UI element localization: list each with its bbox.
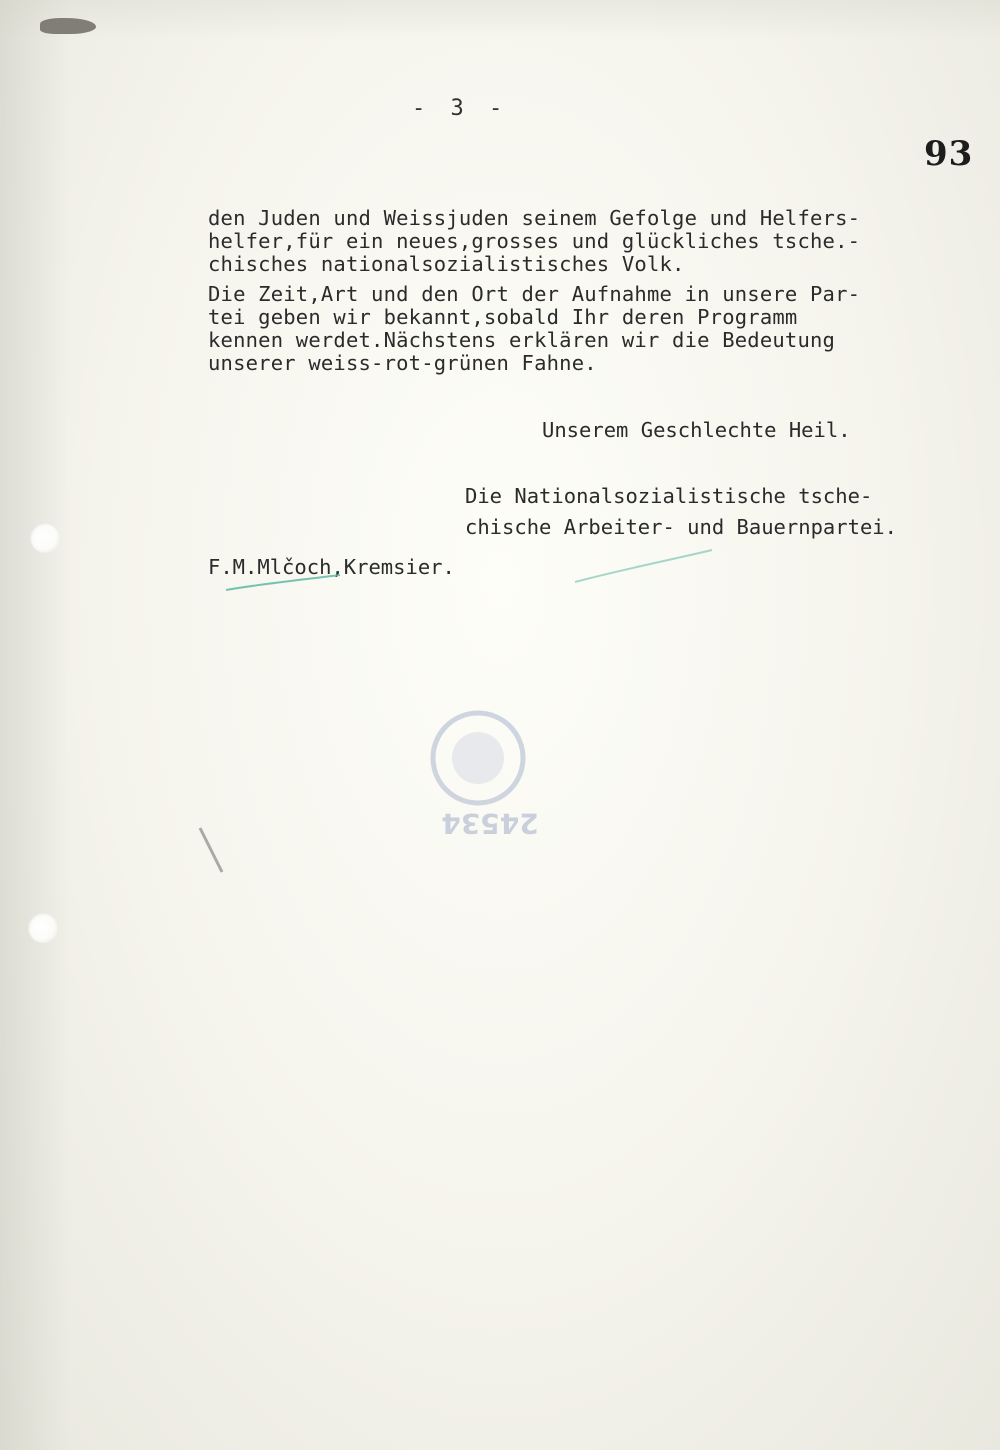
folio-number: 93 [924, 134, 974, 174]
stamp-center-icon [452, 732, 504, 784]
organization-signature: Die Nationalsozialistische tsche- chische Arbeiter- und Bauernpartei. [465, 484, 897, 539]
stamp-number: 24534 [441, 807, 539, 840]
pencil-mark [200, 828, 222, 872]
body-paragraph-2: Die Zeit,Art und den Ort der Aufnahme in unsere Par- tei geben wir bekannt,sobald Ihr deren Programm kennen werdet.Nächstens erklären wir die Bedeutung unserer weiss-rot-grünen Fahne. [208, 282, 861, 375]
page-number: - 3 - [412, 96, 509, 121]
punch-hole-upper [30, 523, 60, 553]
body-paragraph-1: den Juden und Weissjuden seinem Gefolge und Helfers- helfer,für ein neues,grosses und glückliches tsche.- chisches nationalsozialistisches Volk. [208, 206, 861, 276]
punch-hole-lower [28, 913, 58, 943]
author-line: F.M.Mlčoch,Kremsier. [208, 555, 455, 579]
closing-salutation: Unserem Geschlechte Heil. [542, 418, 851, 442]
